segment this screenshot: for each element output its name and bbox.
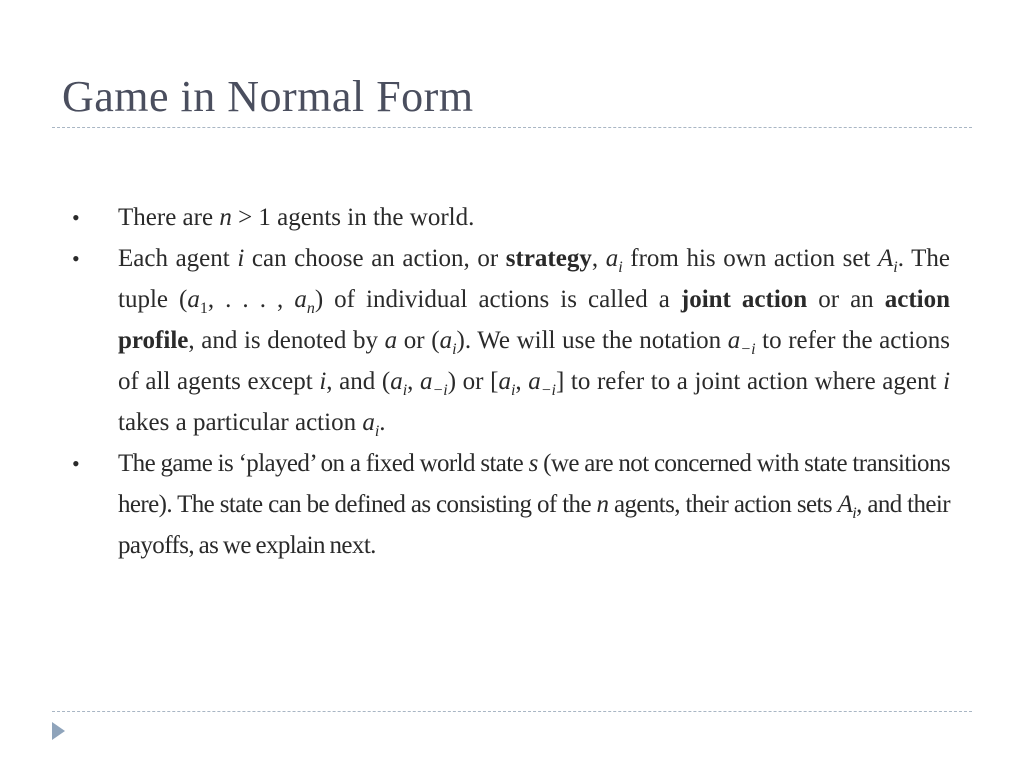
text-run: can choose an action, or [244, 245, 506, 272]
text-run: a [390, 368, 403, 395]
text-run: takes a particular action [118, 409, 363, 436]
text-run: Each agent [118, 245, 238, 272]
text-run: i [893, 259, 898, 276]
text-run: A [837, 491, 853, 518]
text-run: agents, their action sets [608, 491, 838, 518]
text-run: joint action [680, 286, 808, 313]
bullet-list [70, 197, 950, 566]
text-run: 1 [199, 300, 208, 317]
text-run: i [510, 382, 516, 399]
text-run: A [878, 245, 894, 272]
text-run: i [374, 423, 380, 440]
text-run: a [605, 245, 619, 272]
bullet-icon: • [72, 205, 80, 230]
text-run: a [420, 368, 433, 395]
footer-divider [52, 711, 972, 712]
text-run: a [187, 286, 200, 313]
text-run: strategy [505, 245, 592, 272]
text-run: i [852, 505, 857, 522]
text-run: a [384, 327, 398, 354]
text-run: a [528, 368, 541, 395]
text-run: There are [118, 204, 220, 231]
text-run: a [498, 368, 511, 395]
text-run: a [294, 286, 307, 313]
text-run: . The tuple ( [118, 245, 951, 313]
text-run: to refer the actions of all agents except [118, 327, 950, 395]
text-run: , and is denoted by [188, 327, 385, 354]
text-run: n [596, 491, 609, 518]
bullet-icon: • [72, 451, 80, 476]
text-run: , [591, 245, 606, 272]
text-run: , [515, 368, 529, 395]
text-run: ] to refer to a joint action where agent [556, 368, 944, 395]
text-run: , and their payoffs, as we explain next. [118, 491, 950, 559]
text-run: i [452, 341, 457, 358]
text-run: i [618, 259, 623, 276]
title-divider [52, 127, 972, 128]
text-run: i [943, 368, 951, 395]
text-run: a [727, 327, 741, 354]
text-run: ). We will use the notation [456, 327, 728, 354]
text-run: −i [740, 341, 756, 358]
text-run: i [402, 382, 408, 399]
text-run: −i [432, 382, 448, 399]
bullet-icon: • [72, 246, 80, 271]
text-run: , [407, 368, 420, 395]
text-run: > 1 agents in the world. [231, 204, 475, 231]
text-run: n [306, 300, 315, 317]
text-run: , . . . , [207, 286, 295, 313]
text-run: ) or [ [447, 368, 499, 395]
text-run: a [362, 409, 375, 436]
text-run: . [379, 409, 386, 436]
text-run: i [319, 368, 327, 395]
text-run: n [219, 204, 232, 231]
text-run: or an [807, 286, 885, 313]
text-run: from his own action set [622, 245, 878, 272]
bullet-item [70, 197, 950, 238]
text-run: a [439, 327, 453, 354]
text-run: s [528, 450, 538, 477]
text-run: The game is ‘played’ on a fixed world state [118, 450, 529, 477]
text-run: −i [540, 382, 556, 399]
triangle-right-icon [52, 722, 65, 740]
text-run: action profile [118, 286, 951, 354]
slide-title: Game in Normal Form [62, 72, 474, 121]
text-run: (we are not concerned with state transitions here). The state can be defined as consisting of the [118, 450, 950, 518]
text-run: ) of individual actions is called a [314, 286, 681, 313]
text-run: or ( [397, 327, 440, 354]
bullet-item [70, 443, 950, 566]
text-run: , and ( [326, 368, 391, 395]
text-run: i [237, 245, 245, 272]
bullet-item [70, 238, 950, 443]
